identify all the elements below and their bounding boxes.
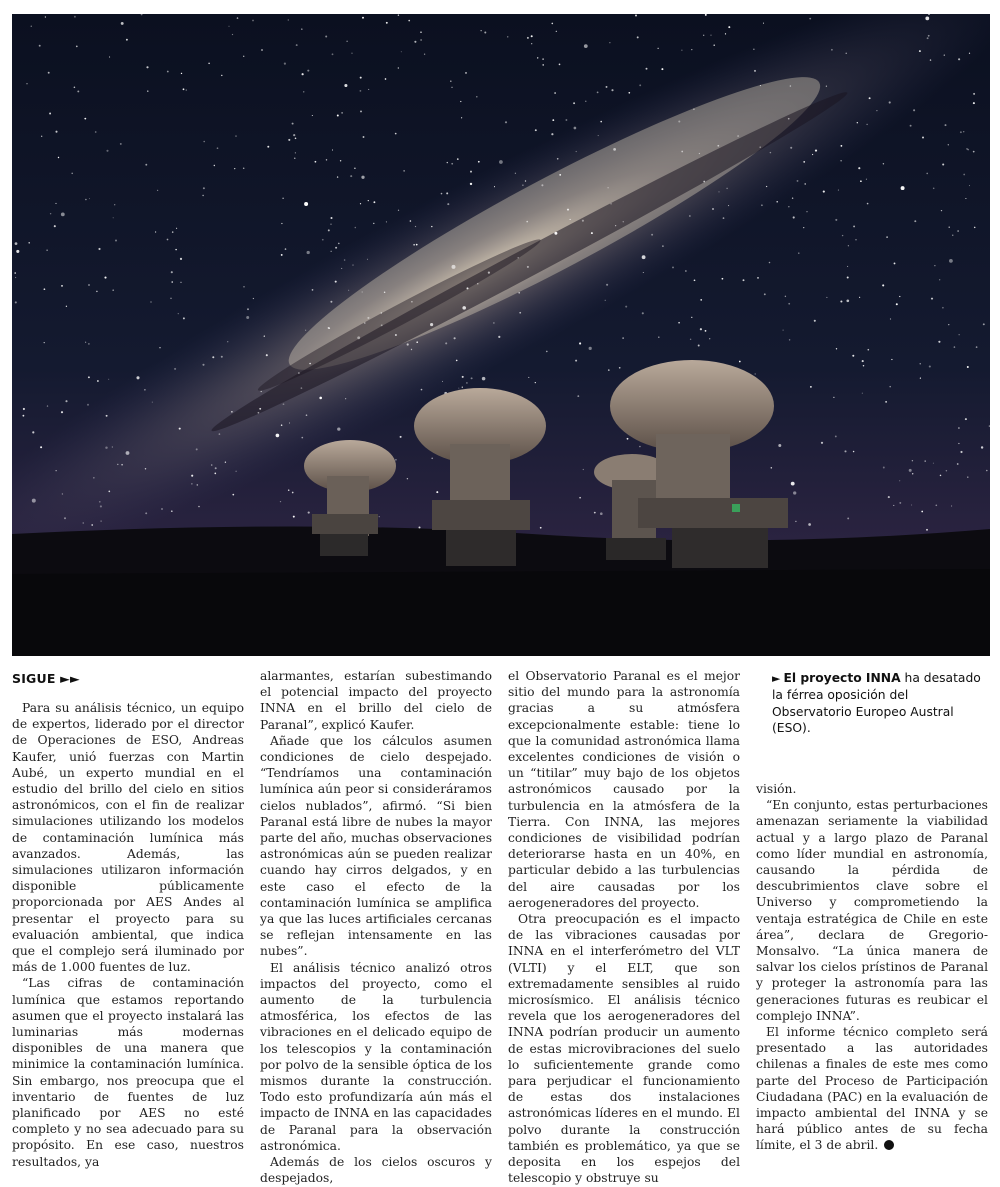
pullquote <box>772 670 990 737</box>
pullquote-lead: El proyecto INNA <box>783 671 901 685</box>
paragraph: “Las cifras de contaminación lumínica que estamos reportando asumen que el proyecto instalará las luminarias más modernas disponibles de una manera que minimice la contaminación lumínica. Sin embargo, nos preocupa que el inventario de fuentes de luz planificado por AES no esté completo y no sea adecuado para su propósito. En ese caso, nuestros resultados, ya <box>12 976 244 1169</box>
paragraph: Añade que los cálculos asumen condiciones de cielo despejado. “Tendríamos una contaminación lumínica aún peor si consideráramos cielos nublados”, afirmó. “Si bien Paranal está libre de nubes la mayor parte del año, muchas observaciones astronómicas aún se pueden realizar cuando hay cirros delgados, y en este caso el efecto de la contaminación lumínica se amplifica ya que las luces artificiales cercanas se reflejan intensamente en las nubes”. <box>260 733 492 959</box>
end-of-article-icon <box>884 1140 894 1150</box>
play-arrow-icon: ► <box>772 672 781 685</box>
paragraph: visión. <box>756 782 797 796</box>
paragraph: “En conjunto, estas perturbaciones amenazan seriamente la viabilidad actual y a largo plazo de Paranal como líder mundial en astronomía, causando la pérdida de descubrimientos clave sobre el Universo y comprometiendo la ventaja estratégica de Chile en este área”, declara de Gregorio-Monsalvo. “La única manera de salvar los cielos prístinos de Paranal y proteger la astronomía para las generaciones futuras es reubicar el complejo INNA”. <box>756 798 988 1023</box>
section-marker: SIGUE ►► <box>12 671 80 686</box>
paragraph: alarmantes, estarían subestimando el potencial impacto del proyecto INNA en el brillo del cielo de Paranal”, explicó Kaufer. <box>260 669 492 732</box>
paragraph: Otra preocupación es el impacto de las vibraciones causadas por INNA en el interferómetro del VLT (VLTI) y el ELT, que son extremadamente sensibles al ruido microsísmico. El análisis técnico revela que los aerogeneradores del INNA podrían producir un aumento de estas microvibraciones del suelo lo suficientemente grande como para perjudicar el funcionamiento de estas dos instalaciones astronómicas líderes en el mundo. El polvo durante la construcción también es problemático, ya que se deposita en los espejos del telescopio y obstruye su <box>508 912 740 1186</box>
article-column-3 <box>508 668 740 1187</box>
article-column-1 <box>12 700 244 1170</box>
pullquote-text: ha desatado la férrea oposición del Observatorio Europeo Austral (ESO). <box>772 671 981 736</box>
article-column-4 <box>756 781 988 1154</box>
article-column-2 <box>260 668 492 1187</box>
paragraph: Además de los cielos oscuros y despejados, <box>260 1155 492 1186</box>
milky-way-antennas-photo <box>12 14 990 656</box>
paragraph: el Observatorio Paranal es el mejor sitio del mundo para la astronomía gracias a su atmósfera excepcionalmente estable: tiene lo que la comunidad astronómica llama excelentes condiciones de visión o un “titilar” muy bajo de los objetos astronómicos causado por la turbulencia en la atmósfera de la Tierra. Con INNA, las mejores condiciones de visibilidad podrían deteriorarse hasta en un 40%, en particular debido a las turbulencias del aire causadas por los aerogeneradores del proyecto. <box>508 669 740 910</box>
paragraph: Para su análisis técnico, un equipo de expertos, liderado por el director de Operaciones de ESO, Andreas Kaufer, unió fuerzas con Martin Aubé, un experto mundial en el estudio del brillo del cielo en sitios astronómicos, con el fin de realizar simulaciones utilizando los modelos de contaminación lumínica más avanzados. Además, las simulaciones utilizaron información disponible públicamente proporcionada por AES Andes al presentar el proyecto para su evaluación ambiental, que indica que el complejo será iluminado por más de 1.000 fuentes de luz. <box>12 701 244 975</box>
paragraph <box>756 1024 988 1154</box>
final-paragraph-text: El informe técnico completo será presentado a las autoridades chilenas a finales de este mes como parte del Proceso de Participación Ciudadana (PAC) en la evaluación de impacto ambiental del INNA y se hará público antes de su fecha límite, el 3 de abril. <box>756 1025 988 1153</box>
paragraph: El análisis técnico analizó otros impactos del proyecto, como el aumento de la turbulencia atmosférica, los efectos de las vibraciones en el delicado equipo de los telescopios y la contaminación por polvo de la sensible óptica de los mismos durante la construcción. Todo esto profundizaría aún más el impacto de INNA en las capacidades de Paranal para la observación astronómica. <box>260 960 492 1153</box>
